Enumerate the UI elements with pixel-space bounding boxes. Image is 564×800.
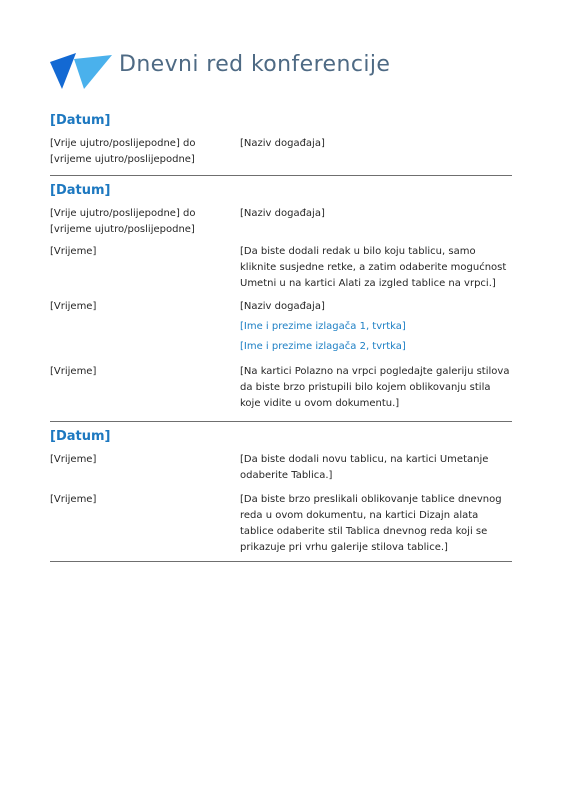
- agenda-time: [Vrijeme]: [50, 494, 97, 505]
- agenda-time: [Vrijeme]: [50, 454, 97, 465]
- speaker-1: [Ime i prezime izlagača 1, tvrtka]: [240, 321, 406, 332]
- agenda-row: [50, 492, 512, 556]
- agenda-row: [50, 206, 512, 244]
- agenda-row: [50, 136, 512, 168]
- agenda-row: [50, 364, 512, 412]
- agenda-time: [Vrijeme]: [50, 301, 97, 312]
- agenda-row: [50, 244, 512, 299]
- section-date: [Datum]: [50, 113, 111, 128]
- logo-triangles-icon: [50, 52, 112, 90]
- agenda-event: [Naziv događaja]: [240, 208, 325, 219]
- speaker-2: [Ime i prezime izlagača 2, tvrtka]: [240, 341, 406, 352]
- agenda-row: [50, 452, 512, 492]
- agenda-event: [Da biste brzo preslikali oblikovanje tablice dnevnog reda u ovom dokumentu, na kartici Dizajn alata tablice odaberite stil Tablica dnevnog reda koji se prikazuje pri vrhu galerije stilova tablice.]: [240, 494, 502, 553]
- header: [50, 50, 520, 90]
- agenda-section: [50, 422, 512, 562]
- agenda-row: [50, 299, 512, 364]
- agenda: [50, 112, 512, 562]
- agenda-section: [50, 112, 512, 176]
- agenda-event: [Naziv događaja]: [240, 138, 325, 149]
- agenda-time: [Vrije ujutro/poslijepodne] do [vrijeme ujutro/poslijepodne]: [50, 138, 196, 165]
- agenda-event: [Naziv događaja]: [240, 301, 325, 312]
- agenda-section: [50, 176, 512, 422]
- agenda-event: [Da biste dodali redak u bilo koju tablicu, samo kliknite susjedne retke, a zatim odaberite mogućnost Umetni u na kartici Alati za izgled tablice na vrpci.]: [240, 246, 507, 289]
- agenda-event-block: [240, 299, 512, 364]
- section-date: [Datum]: [50, 183, 111, 198]
- agenda-event: [Na kartici Polazno na vrpci pogledajte galeriju stilova da biste brzo pristupili bilo kojem oblikovanju stila koje vidite u ovom dokumentu.]: [240, 366, 510, 409]
- agenda-time: [Vrijeme]: [50, 366, 97, 377]
- agenda-time: [Vrijeme]: [50, 246, 97, 257]
- agenda-time: [Vrije ujutro/poslijepodne] do [vrijeme ujutro/poslijepodne]: [50, 208, 196, 235]
- section-date: [Datum]: [50, 429, 111, 444]
- page-title: Dnevni red konferencije: [119, 52, 391, 77]
- agenda-event: [Da biste dodali novu tablicu, na kartici Umetanje odaberite Tablica.]: [240, 454, 489, 481]
